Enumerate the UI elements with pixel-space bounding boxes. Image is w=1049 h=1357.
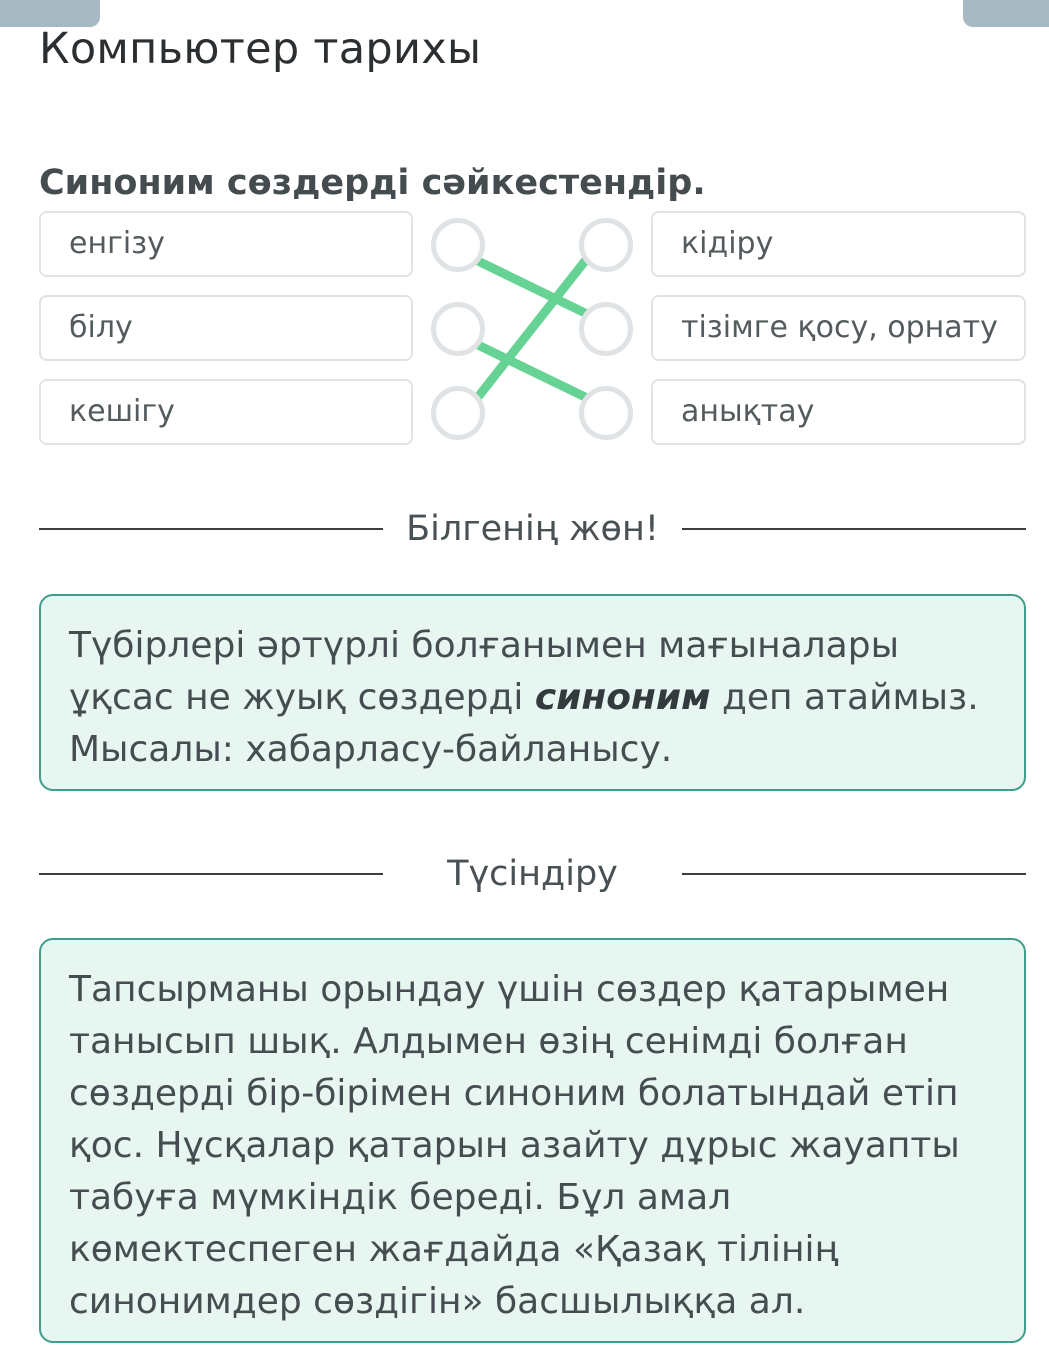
divider-rule bbox=[682, 528, 1026, 530]
left-item-1[interactable]: білу bbox=[39, 295, 413, 361]
right-connector-0[interactable] bbox=[579, 218, 633, 272]
left-connector-0[interactable] bbox=[431, 218, 485, 272]
right-connector-2[interactable] bbox=[579, 386, 633, 440]
top-left-tab[interactable] bbox=[0, 0, 100, 27]
page-title: Компьютер тарихы bbox=[39, 24, 482, 74]
tip-term: синоним bbox=[534, 677, 711, 718]
connection-line bbox=[478, 261, 585, 313]
top-right-tab[interactable] bbox=[963, 0, 1049, 27]
right-item-2[interactable]: анықтау bbox=[651, 379, 1026, 445]
right-connector-1[interactable] bbox=[579, 302, 633, 356]
explanation-heading: Түсіндіру bbox=[447, 854, 618, 894]
explanation-text: Тапсырманы орындау үшін сөздер қатарымен танысып шық. Алдымен өзің сенімді болған сөздерді бір-бірімен синоним болатындай етіп қос. Нұсқалар қатарын азайту дұрыс жауапты табуға мүмкіндік береді. Бұл амал көмектеспеген жағдайда «Қазақ тілінің синонимдер сөздігін» басшылыққа ал. bbox=[69, 969, 960, 1322]
tip-text-before: Түбірлері әртүрлі болғанымен мағыналары ұқсас не жуық сөздерді bbox=[69, 625, 900, 718]
left-connector-2[interactable] bbox=[431, 386, 485, 440]
tip-divider bbox=[39, 499, 1026, 559]
right-item-0[interactable]: кідіру bbox=[651, 211, 1026, 277]
right-item-1[interactable]: тізімге қосу, орнату bbox=[651, 295, 1026, 361]
divider-rule bbox=[682, 873, 1026, 875]
tip-heading: Білгенің жөн! bbox=[406, 509, 659, 549]
connection-line bbox=[478, 345, 585, 397]
left-item-2[interactable]: кешігу bbox=[39, 379, 413, 445]
left-item-0[interactable]: енгізу bbox=[39, 211, 413, 277]
connection-line bbox=[478, 261, 585, 397]
tip-text-after: деп атаймыз. Мысалы: хабарласу-байланысу. bbox=[69, 677, 979, 770]
explanation-panel bbox=[39, 938, 1026, 1343]
question-text: Синоним сөздерді сәйкестендір. bbox=[39, 163, 706, 203]
tip-panel bbox=[39, 594, 1026, 791]
left-connector-1[interactable] bbox=[431, 302, 485, 356]
explanation-divider bbox=[39, 844, 1026, 904]
